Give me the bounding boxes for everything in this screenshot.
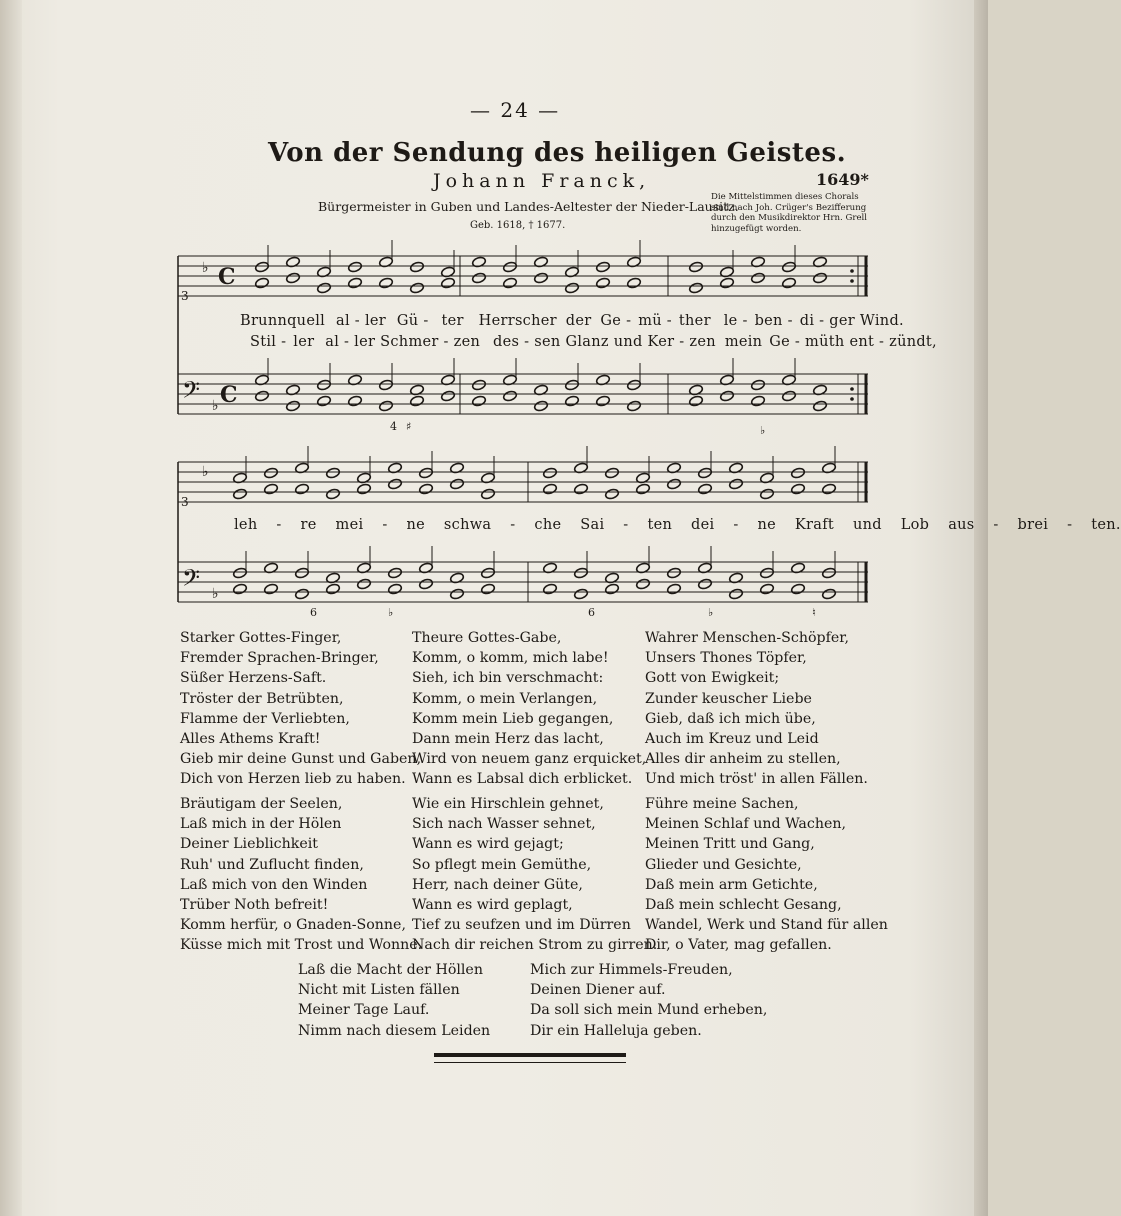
note-head xyxy=(574,588,589,600)
lyrics-s2: leh - re mei - ne schwa - che Sai - ten dei - ne Kraft und Lob aus - brei - ten. xyxy=(234,517,1121,533)
svg-text:♭: ♭ xyxy=(708,606,714,619)
lyrics-s1-line2: Stil - ler al - ler Schmer - zen des - sen Glanz und Ker - zen mein Ge - müth ent - zündt, xyxy=(250,334,937,350)
verse-8-first-half: Laß die Macht der Höllen Nicht mit Listen fällen Meiner Tage Lauf. Nimm nach diesem Leiden xyxy=(298,962,491,1039)
note-head xyxy=(503,261,518,273)
note-head xyxy=(760,567,775,579)
note-head xyxy=(326,583,341,595)
verse-6: Wie ein Hirschlein gehnet, Sich nach Wasser sehnet, Wann es wird gejagt; So pflegt mein Gemüthe, Herr, nach deiner Güte, Wann es wird geplagt, Tief zu seufzen und im Dürren Nach dir reichen Strom zu girren. xyxy=(412,796,658,954)
note-head xyxy=(255,261,270,273)
note-head xyxy=(782,277,797,289)
author-name: Johann Franck, xyxy=(433,170,651,192)
note-head xyxy=(472,395,487,407)
verse-8-second-half: Mich zur Himmels-Freuden, Deinen Diener auf. Da soll sich mein Mund erheben, Dir ein Halleluja geben. xyxy=(530,962,768,1039)
note-head xyxy=(419,467,434,479)
svg-text:♭: ♭ xyxy=(212,586,219,602)
note-head xyxy=(264,483,279,495)
note-head xyxy=(481,583,496,595)
note-head xyxy=(255,277,270,289)
note-head xyxy=(264,583,279,595)
author-dates: Geb. 1618, † 1677. xyxy=(470,220,566,231)
svg-text:♭: ♭ xyxy=(760,424,766,437)
note-head xyxy=(729,588,744,600)
svg-text:C: C xyxy=(220,382,238,408)
note-head xyxy=(450,588,465,600)
note-head xyxy=(481,488,496,500)
hymn-number: 1649* xyxy=(816,170,869,189)
note-head xyxy=(348,395,363,407)
bass-staff-2 xyxy=(178,562,868,602)
note-head xyxy=(410,282,425,294)
closing-rule-thick xyxy=(434,1053,626,1057)
svg-text:♭: ♭ xyxy=(212,398,219,414)
note-head xyxy=(441,277,456,289)
note-head xyxy=(233,488,248,500)
verse-3: Theure Gottes-Gabe, Komm, o komm, mich labe! Sieh, ich bin verschmacht: Komm, o mein Verlangen, Komm mein Lieb gegangen, Dann mein Herz das lacht, Wird von neuem ganz erquicket, Wann es Labsal dich erblicket. xyxy=(412,630,647,788)
note-head xyxy=(317,379,332,391)
page-number: — 24 — xyxy=(470,98,561,122)
note-head xyxy=(388,567,403,579)
note-head xyxy=(357,578,372,590)
note-head xyxy=(543,467,558,479)
note-head xyxy=(596,395,611,407)
note-head xyxy=(605,467,620,479)
note-head xyxy=(472,379,487,391)
editorial-note: Die Mittelstimmen dieses Chorals sind nach Joh. Crüger's Bezifferung durch den Musikdirektor Hrn. Grell hinzugefügt worden. xyxy=(711,192,868,234)
note-head xyxy=(760,583,775,595)
svg-text:6: 6 xyxy=(588,606,595,619)
note-head xyxy=(822,588,837,600)
note-head xyxy=(286,400,301,412)
note-head xyxy=(574,483,589,495)
note-head xyxy=(326,488,341,500)
note-head xyxy=(326,467,341,479)
note-head xyxy=(379,277,394,289)
note-head xyxy=(596,277,611,289)
bass-clef-icon: 𝄢 xyxy=(182,376,201,409)
note-head xyxy=(791,467,806,479)
note-head xyxy=(410,261,425,273)
note-head xyxy=(233,583,248,595)
note-head xyxy=(388,583,403,595)
svg-text:♭: ♭ xyxy=(388,606,394,619)
note-head xyxy=(543,483,558,495)
svg-text:♯: ♯ xyxy=(406,420,412,433)
note-head xyxy=(813,272,828,284)
note-head xyxy=(534,400,549,412)
svg-text:4: 4 xyxy=(390,420,397,433)
note-head xyxy=(822,483,837,495)
note-head xyxy=(667,583,682,595)
note-head xyxy=(627,277,642,289)
note-head xyxy=(264,467,279,479)
verse-4: Wahrer Menschen-Schöpfer, Unsers Thones Töpfer, Gott von Ewigkeit; Zunder keuscher Liebe Gieb, daß ich mich übe, Auch im Kreuz und Leid Alles dir anheim zu stellen, Und mich tröst' in allen Fällen. xyxy=(645,630,868,788)
note-head xyxy=(720,277,735,289)
note-head xyxy=(751,379,766,391)
closing-rule-thin xyxy=(434,1062,626,1063)
note-head xyxy=(450,478,465,490)
note-head xyxy=(348,277,363,289)
note-head xyxy=(565,379,580,391)
note-head xyxy=(791,583,806,595)
note-head xyxy=(791,483,806,495)
note-head xyxy=(667,567,682,579)
note-head xyxy=(627,400,642,412)
note-head xyxy=(689,282,704,294)
note-head xyxy=(388,478,403,490)
flat-key-sign: ♭ xyxy=(202,260,209,276)
note-head xyxy=(357,483,372,495)
note-head xyxy=(441,390,456,402)
note-head xyxy=(317,395,332,407)
note-head xyxy=(636,483,651,495)
svg-text:𝄢: 𝄢 xyxy=(182,564,201,597)
note-head xyxy=(419,483,434,495)
note-head xyxy=(596,261,611,273)
note-head xyxy=(534,272,549,284)
note-head xyxy=(255,390,270,402)
common-time-sign: C xyxy=(218,264,236,290)
note-head xyxy=(782,390,797,402)
note-head xyxy=(503,390,518,402)
note-head xyxy=(295,567,310,579)
note-head xyxy=(605,583,620,595)
svg-text:♮: ♮ xyxy=(812,606,816,619)
note-head xyxy=(813,400,828,412)
note-head xyxy=(543,583,558,595)
note-head xyxy=(698,483,713,495)
note-head xyxy=(782,261,797,273)
note-head xyxy=(751,272,766,284)
bass-staff-1 xyxy=(178,374,868,414)
note-head xyxy=(379,400,394,412)
note-head xyxy=(317,282,332,294)
time-sig-treble-1: 3 xyxy=(181,289,189,303)
svg-text:3: 3 xyxy=(181,495,189,509)
author-role: Bürgermeister in Guben und Landes-Aeltester der Nieder-Lausitz. xyxy=(318,199,739,214)
lyrics-s1-line1: Brunnquell al - ler Gü - ter Herrscher der Ge - mü - ther le - ben - di - ger Wind. xyxy=(240,313,904,329)
note-head xyxy=(729,478,744,490)
note-head xyxy=(751,395,766,407)
svg-text:6: 6 xyxy=(310,606,317,619)
note-head xyxy=(410,395,425,407)
verse-5: Bräutigam der Seelen, Laß mich in der Hölen Deiner Lieblichkeit Ruh' und Zuflucht finden, Laß mich von den Winden Trüber Noth befreit! Komm herfür, o Gnaden-Sonne, Küsse mich mit Trost und Wonne. xyxy=(180,796,423,954)
note-head xyxy=(627,379,642,391)
note-head xyxy=(565,395,580,407)
note-head xyxy=(503,277,518,289)
note-head xyxy=(348,261,363,273)
note-head xyxy=(295,588,310,600)
note-head xyxy=(379,379,394,391)
note-head xyxy=(689,395,704,407)
note-head xyxy=(295,483,310,495)
verse-2: Starker Gottes-Finger, Fremder Sprachen-Bringer, Süßer Herzens-Saft. Tröster der Betrübten, Flamme der Verliebten, Alles Athems Kraft! Gieb mir deine Gunst und Gaben, Dich von Herzen lieb zu haben. xyxy=(180,630,422,788)
note-head xyxy=(605,488,620,500)
note-head xyxy=(698,467,713,479)
note-head xyxy=(636,578,651,590)
note-head xyxy=(822,567,837,579)
verse-7: Führe meine Sachen, Meinen Schlaf und Wachen, Meinen Tritt und Gang, Glieder und Gesichte, Daß mein arm Getichte, Daß mein schlecht Gesang, Wandel, Werk und Stand für allen Dir, o Vater, mag gefallen. xyxy=(645,796,888,954)
note-head xyxy=(472,272,487,284)
note-head xyxy=(574,567,589,579)
note-head xyxy=(286,272,301,284)
note-head xyxy=(419,578,434,590)
note-head xyxy=(698,578,713,590)
note-head xyxy=(720,390,735,402)
svg-text:♭: ♭ xyxy=(202,464,209,480)
note-head xyxy=(481,567,496,579)
note-head xyxy=(233,567,248,579)
note-head xyxy=(565,282,580,294)
note-head xyxy=(689,261,704,273)
hymn-title: Von der Sendung des heiligen Geistes. xyxy=(268,138,847,168)
note-head xyxy=(760,488,775,500)
note-head xyxy=(667,478,682,490)
